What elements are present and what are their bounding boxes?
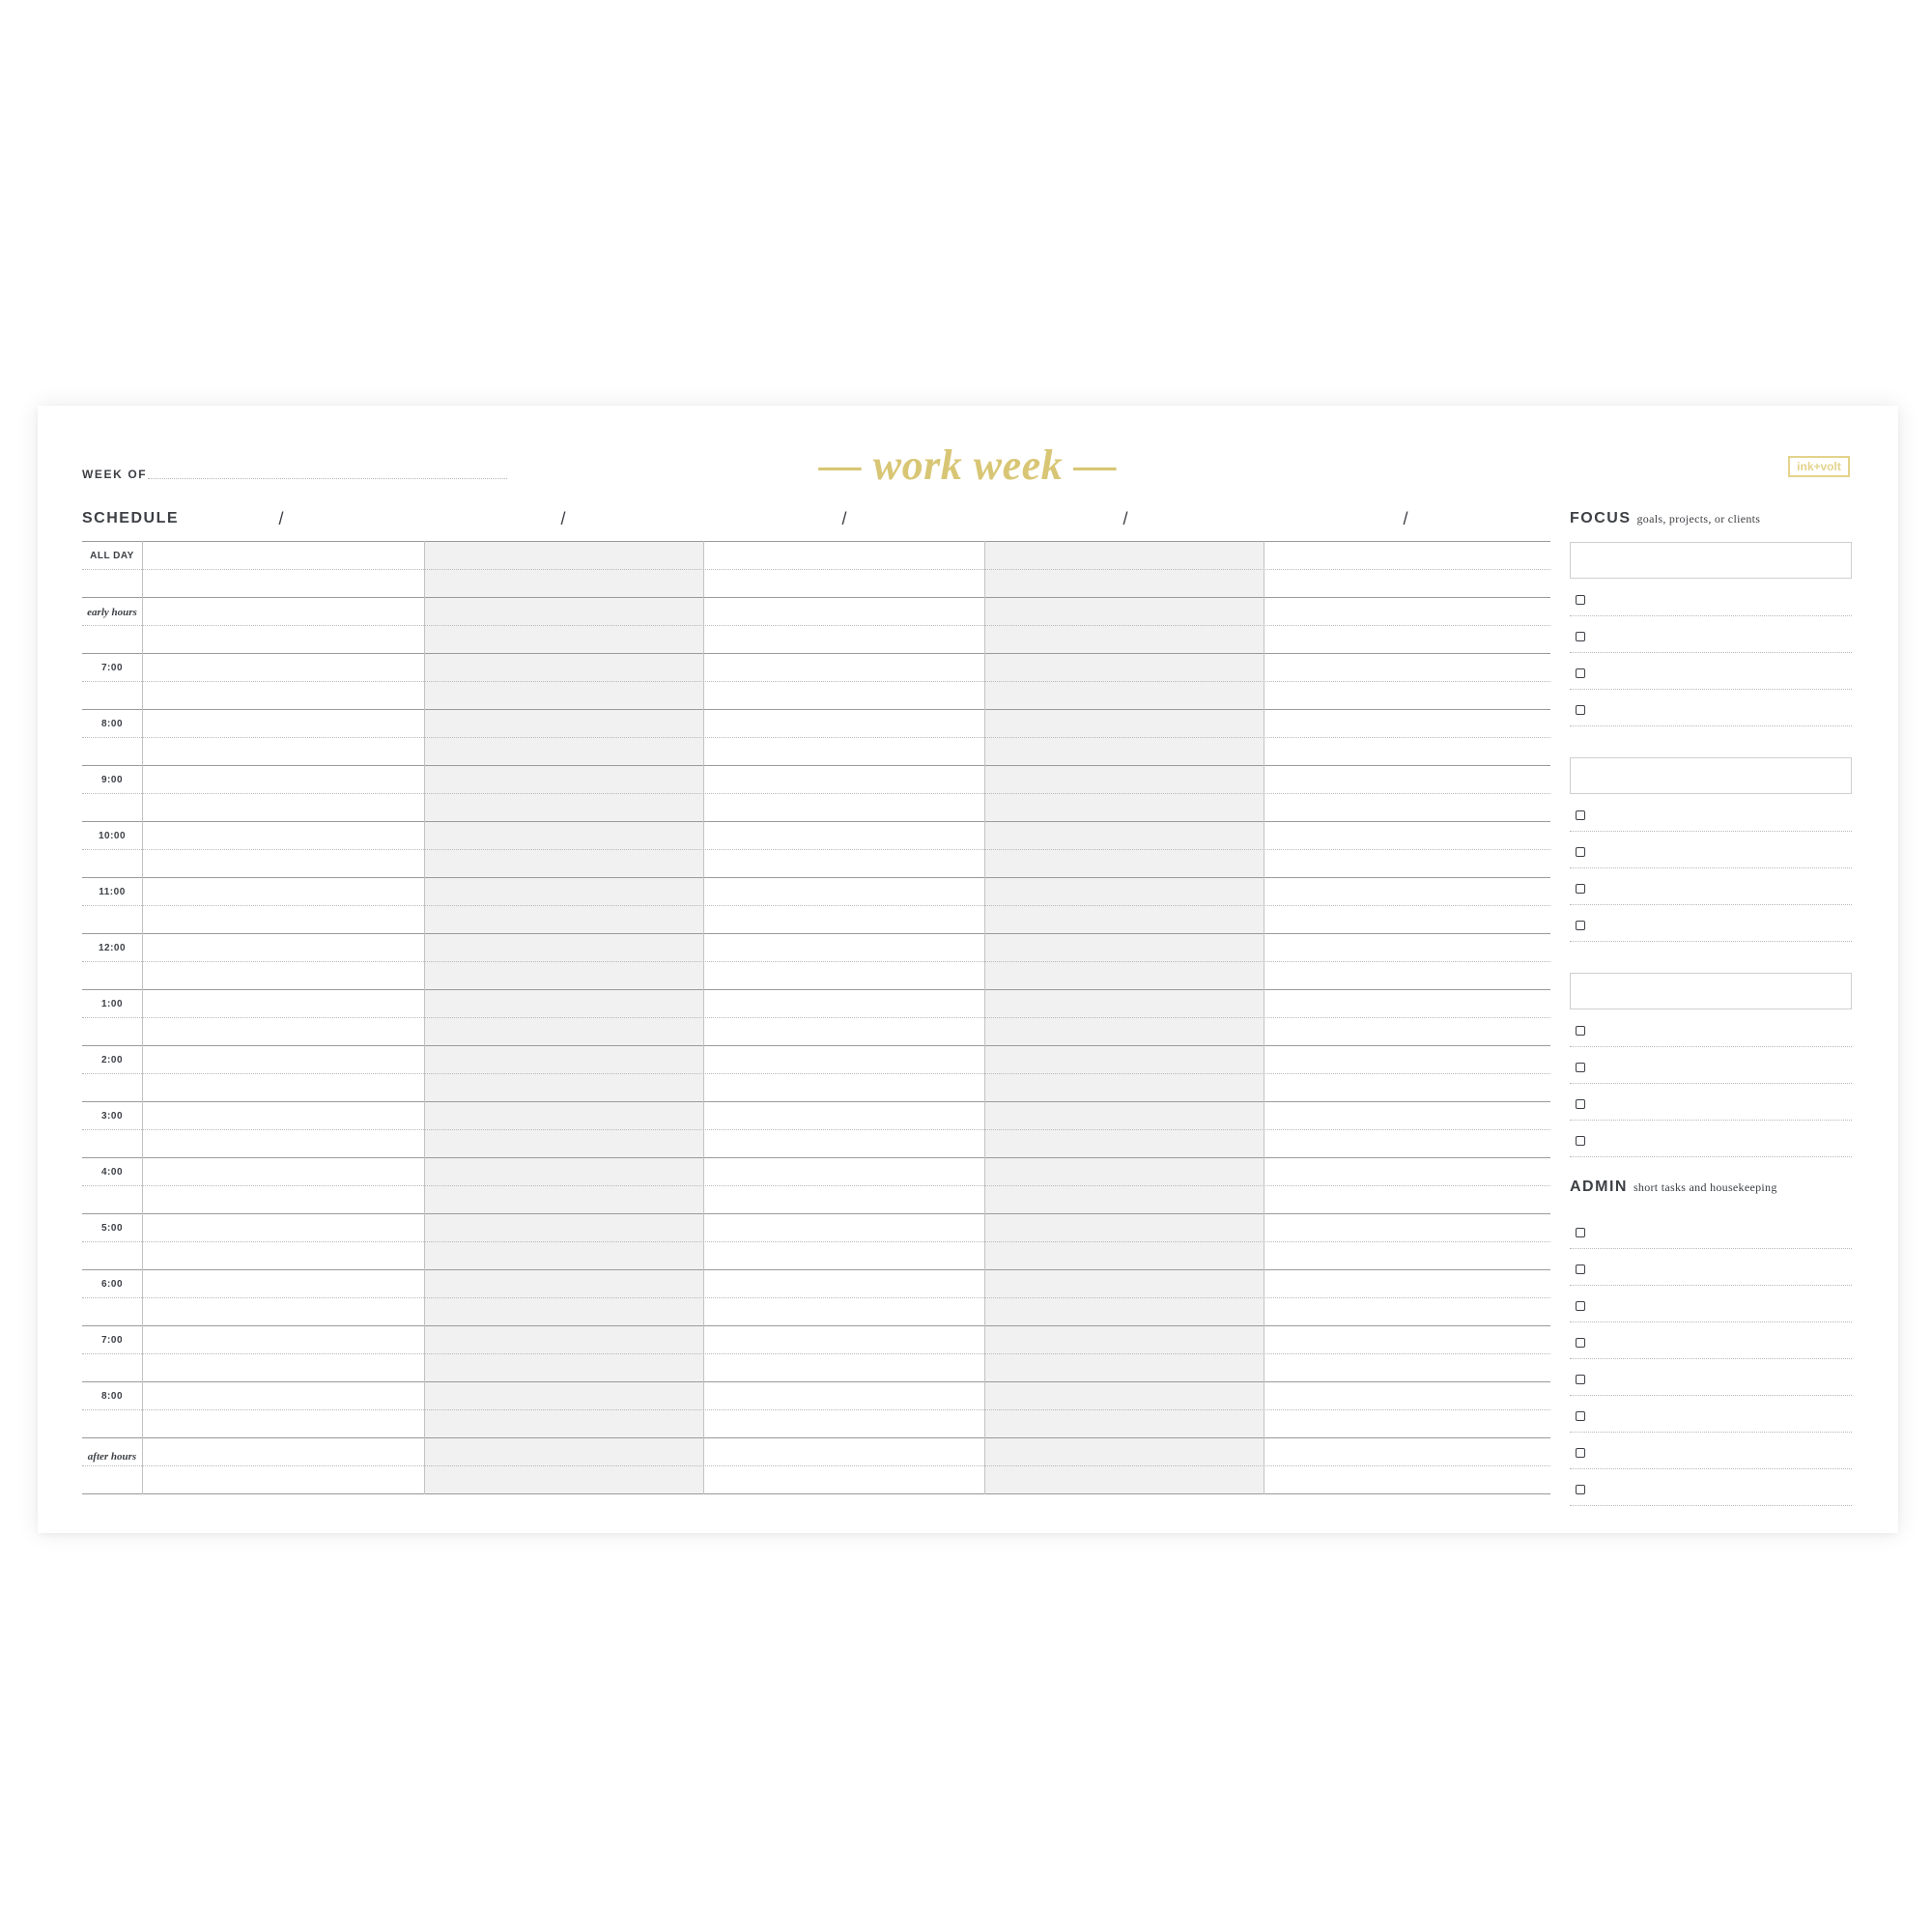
time-label: 5:00 — [100, 1223, 123, 1234]
checkbox[interactable] — [1576, 884, 1585, 894]
schedule-cell[interactable] — [143, 1270, 423, 1296]
schedule-cell[interactable] — [704, 1298, 983, 1324]
focus-task-row[interactable] — [1570, 696, 1852, 726]
schedule-cell[interactable] — [425, 1074, 702, 1100]
schedule-cell[interactable] — [143, 1382, 423, 1408]
checkbox[interactable] — [1576, 1411, 1585, 1421]
schedule-cell[interactable] — [985, 626, 1263, 652]
schedule-cell[interactable] — [143, 1354, 423, 1380]
time-label: 10:00 — [98, 831, 127, 841]
schedule-cell[interactable] — [704, 766, 983, 792]
time-label: 11:00 — [99, 887, 126, 897]
schedule-cell[interactable] — [704, 1466, 983, 1492]
schedule-cell[interactable] — [1264, 598, 1549, 624]
focus-title-text: FOCUS — [1570, 510, 1632, 526]
schedule-cell[interactable] — [985, 1130, 1263, 1156]
schedule-cell[interactable] — [1264, 1102, 1549, 1128]
schedule-cell[interactable] — [1264, 1438, 1549, 1464]
schedule-cell[interactable] — [704, 1074, 983, 1100]
schedule-cell[interactable] — [143, 1466, 423, 1492]
schedule-title: SCHEDULE — [82, 510, 180, 526]
brand-logo: ink+volt — [1788, 456, 1850, 477]
schedule-cell[interactable] — [1264, 626, 1549, 652]
schedule-cell[interactable] — [1264, 1410, 1549, 1436]
schedule-cell[interactable] — [425, 710, 702, 736]
schedule-cell[interactable] — [1264, 542, 1549, 568]
time-label: 2:00 — [100, 1055, 123, 1065]
schedule-cell[interactable] — [1264, 1382, 1549, 1408]
schedule-cell[interactable] — [143, 878, 423, 904]
day-date-field[interactable]: / — [1122, 509, 1128, 528]
checkbox[interactable] — [1576, 1228, 1585, 1237]
schedule-cell[interactable] — [143, 1326, 423, 1352]
schedule-cell[interactable] — [1264, 1354, 1549, 1380]
admin-task-row[interactable] — [1570, 1366, 1852, 1396]
schedule-cell[interactable] — [704, 1354, 983, 1380]
schedule-cell[interactable] — [425, 626, 702, 652]
schedule-cell[interactable] — [425, 1242, 702, 1268]
schedule-cell[interactable] — [1264, 906, 1549, 932]
checkbox[interactable] — [1576, 921, 1585, 930]
schedule-cell[interactable] — [1264, 1046, 1549, 1072]
schedule-cell[interactable] — [143, 850, 423, 876]
focus-title — [1570, 510, 1760, 527]
checkbox[interactable] — [1576, 1375, 1585, 1384]
schedule-cell[interactable] — [1264, 682, 1549, 708]
schedule-cell[interactable] — [704, 682, 983, 708]
schedule-cell[interactable] — [425, 1466, 702, 1492]
schedule-cell[interactable] — [985, 794, 1263, 820]
focus-project-field[interactable] — [1570, 973, 1852, 1009]
admin-title — [1570, 1179, 1777, 1196]
schedule-cell[interactable] — [1264, 934, 1549, 960]
schedule-cell[interactable] — [425, 738, 702, 764]
schedule-cell[interactable] — [143, 626, 423, 652]
schedule-cell[interactable] — [985, 1326, 1263, 1352]
checkbox[interactable] — [1576, 1448, 1585, 1458]
schedule-cell[interactable] — [704, 1242, 983, 1268]
schedule-cell[interactable] — [985, 1270, 1263, 1296]
schedule-cell[interactable] — [704, 906, 983, 932]
schedule-cell[interactable] — [704, 794, 983, 820]
time-label: 9:00 — [100, 775, 123, 785]
schedule-cell[interactable] — [1264, 710, 1549, 736]
schedule-cell[interactable] — [704, 626, 983, 652]
admin-task-row[interactable] — [1570, 1476, 1852, 1506]
schedule-cell[interactable] — [425, 598, 702, 624]
schedule-cell[interactable] — [704, 934, 983, 960]
schedule-cell[interactable] — [425, 1438, 702, 1464]
schedule-cell[interactable] — [425, 1298, 702, 1324]
admin-task-row[interactable] — [1570, 1293, 1852, 1322]
schedule-cell[interactable] — [704, 1046, 983, 1072]
page-title: — work week — — [818, 441, 1118, 489]
schedule-cell[interactable] — [143, 990, 423, 1016]
schedule-cell[interactable] — [985, 1466, 1263, 1492]
schedule-cell[interactable] — [985, 654, 1263, 680]
schedule-cell[interactable] — [985, 1214, 1263, 1240]
schedule-cell[interactable] — [425, 990, 702, 1016]
schedule-grid — [82, 541, 1550, 1494]
time-label: 8:00 — [100, 719, 123, 729]
focus-project-field[interactable] — [1570, 757, 1852, 794]
schedule-cell[interactable] — [1264, 822, 1549, 848]
planner-sheet — [38, 406, 1898, 1533]
schedule-cell[interactable] — [985, 570, 1263, 596]
schedule-cell[interactable] — [704, 962, 983, 988]
schedule-cell[interactable] — [425, 1018, 702, 1044]
schedule-cell[interactable] — [985, 710, 1263, 736]
checkbox[interactable] — [1576, 632, 1585, 641]
schedule-cell[interactable] — [425, 822, 702, 848]
schedule-cell[interactable] — [425, 1410, 702, 1436]
focus-task-row[interactable] — [1570, 1091, 1852, 1121]
day-date-field[interactable]: / — [278, 509, 284, 528]
schedule-cell[interactable] — [985, 766, 1263, 792]
schedule-cell[interactable] — [1264, 850, 1549, 876]
checkbox[interactable] — [1576, 668, 1585, 678]
schedule-cell[interactable] — [1264, 738, 1549, 764]
focus-subtitle: goals, projects, or clients — [1636, 512, 1761, 526]
schedule-cell[interactable] — [985, 542, 1263, 568]
schedule-cell[interactable] — [1264, 1298, 1549, 1324]
checkbox[interactable] — [1576, 1136, 1585, 1146]
schedule-cell[interactable] — [1264, 1186, 1549, 1212]
schedule-cell[interactable] — [704, 1158, 983, 1184]
schedule-cell[interactable] — [704, 1382, 983, 1408]
schedule-cell[interactable] — [704, 1018, 983, 1044]
schedule-cell[interactable] — [985, 990, 1263, 1016]
schedule-cell[interactable] — [985, 822, 1263, 848]
schedule-cell[interactable] — [985, 598, 1263, 624]
schedule-cell[interactable] — [143, 682, 423, 708]
schedule-cell[interactable] — [143, 570, 423, 596]
admin-subtitle: short tasks and housekeeping — [1633, 1180, 1777, 1194]
schedule-cell[interactable] — [704, 570, 983, 596]
schedule-cell[interactable] — [704, 1270, 983, 1296]
schedule-cell[interactable] — [704, 822, 983, 848]
schedule-cell[interactable] — [985, 962, 1263, 988]
schedule-cell[interactable] — [704, 1186, 983, 1212]
admin-title-text: ADMIN — [1570, 1179, 1628, 1195]
focus-task-row[interactable] — [1570, 1127, 1852, 1157]
schedule-cell[interactable] — [1264, 1270, 1549, 1296]
schedule-cell[interactable] — [985, 934, 1263, 960]
focus-task-row[interactable] — [1570, 802, 1852, 832]
checkbox[interactable] — [1576, 1264, 1585, 1274]
schedule-cell[interactable] — [143, 1074, 423, 1100]
schedule-cell[interactable] — [1264, 1466, 1549, 1492]
time-label: early hours — [87, 607, 137, 618]
schedule-cell[interactable] — [143, 906, 423, 932]
schedule-cell[interactable] — [425, 906, 702, 932]
admin-task-row[interactable] — [1570, 1403, 1852, 1433]
schedule-cell[interactable] — [1264, 878, 1549, 904]
day-date-field[interactable]: / — [560, 509, 566, 528]
checkbox[interactable] — [1576, 705, 1585, 715]
focus-task-row[interactable] — [1570, 623, 1852, 653]
schedule-cell[interactable] — [143, 1438, 423, 1464]
schedule-cell[interactable] — [1264, 1130, 1549, 1156]
schedule-cell[interactable] — [704, 598, 983, 624]
focus-task-row[interactable] — [1570, 660, 1852, 690]
schedule-cell[interactable] — [985, 1298, 1263, 1324]
schedule-cell[interactable] — [1264, 1018, 1549, 1044]
schedule-cell[interactable] — [985, 738, 1263, 764]
schedule-cell[interactable] — [143, 1130, 423, 1156]
schedule-cell[interactable] — [704, 710, 983, 736]
time-label: after hours — [87, 1451, 137, 1463]
schedule-cell[interactable] — [704, 542, 983, 568]
admin-task-row[interactable] — [1570, 1439, 1852, 1469]
schedule-cell[interactable] — [425, 1382, 702, 1408]
schedule-cell[interactable] — [143, 766, 423, 792]
schedule-cell[interactable] — [1264, 990, 1549, 1016]
schedule-cell[interactable] — [143, 1018, 423, 1044]
schedule-cell[interactable] — [143, 1102, 423, 1128]
schedule-cell[interactable] — [1264, 1074, 1549, 1100]
schedule-cell[interactable] — [143, 934, 423, 960]
checkbox[interactable] — [1576, 1485, 1585, 1494]
schedule-cell[interactable] — [704, 1130, 983, 1156]
admin-task-row[interactable] — [1570, 1256, 1852, 1286]
checkbox[interactable] — [1576, 1026, 1585, 1036]
schedule-cell[interactable] — [143, 710, 423, 736]
checkbox[interactable] — [1576, 1063, 1585, 1072]
schedule-cell[interactable] — [704, 878, 983, 904]
schedule-cell[interactable] — [425, 654, 702, 680]
schedule-cell[interactable] — [143, 1214, 423, 1240]
time-label: 7:00 — [100, 1335, 123, 1346]
schedule-cell[interactable] — [704, 1410, 983, 1436]
checkbox[interactable] — [1576, 595, 1585, 605]
schedule-cell[interactable] — [985, 1242, 1263, 1268]
schedule-cell[interactable] — [425, 1354, 702, 1380]
focus-task-row[interactable] — [1570, 875, 1852, 905]
focus-task-row[interactable] — [1570, 1017, 1852, 1047]
schedule-cell[interactable] — [143, 1186, 423, 1212]
schedule-cell[interactable] — [985, 1354, 1263, 1380]
time-label: 4:00 — [100, 1167, 123, 1178]
schedule-cell[interactable] — [425, 962, 702, 988]
schedule-cell[interactable] — [143, 1242, 423, 1268]
schedule-cell[interactable] — [425, 850, 702, 876]
schedule-cell[interactable] — [425, 766, 702, 792]
time-label: 8:00 — [100, 1391, 123, 1402]
schedule-cell[interactable] — [143, 598, 423, 624]
schedule-cell[interactable] — [985, 906, 1263, 932]
schedule-cell[interactable] — [143, 962, 423, 988]
schedule-cell[interactable] — [425, 1186, 702, 1212]
schedule-cell[interactable] — [985, 682, 1263, 708]
schedule-cell[interactable] — [985, 1018, 1263, 1044]
schedule-cell[interactable] — [143, 1410, 423, 1436]
schedule-cell[interactable] — [704, 1102, 983, 1128]
schedule-cell[interactable] — [985, 1438, 1263, 1464]
time-label: ALL DAY — [90, 551, 134, 561]
schedule-cell[interactable] — [143, 1046, 423, 1072]
checkbox[interactable] — [1576, 847, 1585, 857]
schedule-cell[interactable] — [425, 1270, 702, 1296]
focus-task-row[interactable] — [1570, 838, 1852, 868]
schedule-cell[interactable] — [985, 850, 1263, 876]
time-label: 3:00 — [100, 1111, 123, 1122]
schedule-cell[interactable] — [985, 1158, 1263, 1184]
schedule-cell[interactable] — [143, 822, 423, 848]
schedule-cell[interactable] — [425, 934, 702, 960]
schedule-cell[interactable] — [985, 1074, 1263, 1100]
schedule-cell[interactable] — [985, 1382, 1263, 1408]
schedule-cell[interactable] — [1264, 570, 1549, 596]
schedule-cell[interactable] — [425, 1102, 702, 1128]
focus-task-row[interactable] — [1570, 912, 1852, 942]
schedule-cell[interactable] — [1264, 794, 1549, 820]
schedule-cell[interactable] — [1264, 962, 1549, 988]
time-label: 1:00 — [100, 999, 123, 1009]
schedule-cell[interactable] — [1264, 1214, 1549, 1240]
schedule-cell[interactable] — [143, 738, 423, 764]
schedule-cell[interactable] — [425, 794, 702, 820]
focus-project-field[interactable] — [1570, 542, 1852, 579]
week-of-label: WEEK OF — [82, 468, 148, 481]
schedule-cell[interactable] — [143, 794, 423, 820]
schedule-cell[interactable] — [425, 542, 702, 568]
schedule-cell[interactable] — [704, 654, 983, 680]
day-date-field[interactable]: / — [1403, 509, 1408, 528]
schedule-cell[interactable] — [1264, 766, 1549, 792]
schedule-cell[interactable] — [985, 1186, 1263, 1212]
time-label: 6:00 — [100, 1279, 123, 1290]
schedule-cell[interactable] — [704, 990, 983, 1016]
focus-task-row[interactable] — [1570, 1054, 1852, 1084]
checkbox[interactable] — [1576, 1301, 1585, 1311]
schedule-cell[interactable] — [985, 1410, 1263, 1436]
schedule-cell[interactable] — [1264, 1242, 1549, 1268]
admin-task-row[interactable] — [1570, 1329, 1852, 1359]
schedule-cell[interactable] — [704, 738, 983, 764]
schedule-cell[interactable] — [1264, 1158, 1549, 1184]
schedule-cell[interactable] — [425, 1046, 702, 1072]
schedule-cell[interactable] — [704, 850, 983, 876]
checkbox[interactable] — [1576, 1338, 1585, 1348]
time-label: 12:00 — [98, 943, 127, 953]
schedule-cell[interactable] — [425, 1130, 702, 1156]
schedule-cell[interactable] — [1264, 1326, 1549, 1352]
day-date-field[interactable]: / — [841, 509, 847, 528]
schedule-cell[interactable] — [425, 1158, 702, 1184]
schedule-cell[interactable] — [704, 1214, 983, 1240]
time-label: 7:00 — [100, 663, 123, 673]
schedule-cell[interactable] — [704, 1438, 983, 1464]
schedule-cell[interactable] — [1264, 654, 1549, 680]
schedule-cell[interactable] — [143, 542, 423, 568]
schedule-cell[interactable] — [425, 570, 702, 596]
schedule-cell[interactable] — [425, 682, 702, 708]
schedule-cell[interactable] — [425, 878, 702, 904]
hour-rule — [82, 1493, 1550, 1494]
admin-task-row[interactable] — [1570, 1219, 1852, 1249]
schedule-cell[interactable] — [143, 1158, 423, 1184]
schedule-cell[interactable] — [425, 1214, 702, 1240]
schedule-cell[interactable] — [143, 654, 423, 680]
schedule-cell[interactable] — [985, 1046, 1263, 1072]
schedule-cell[interactable] — [425, 1326, 702, 1352]
schedule-cell[interactable] — [704, 1326, 983, 1352]
schedule-cell[interactable] — [985, 1102, 1263, 1128]
focus-task-row[interactable] — [1570, 586, 1852, 616]
checkbox[interactable] — [1576, 810, 1585, 820]
schedule-cell[interactable] — [143, 1298, 423, 1324]
checkbox[interactable] — [1576, 1099, 1585, 1109]
schedule-cell[interactable] — [985, 878, 1263, 904]
